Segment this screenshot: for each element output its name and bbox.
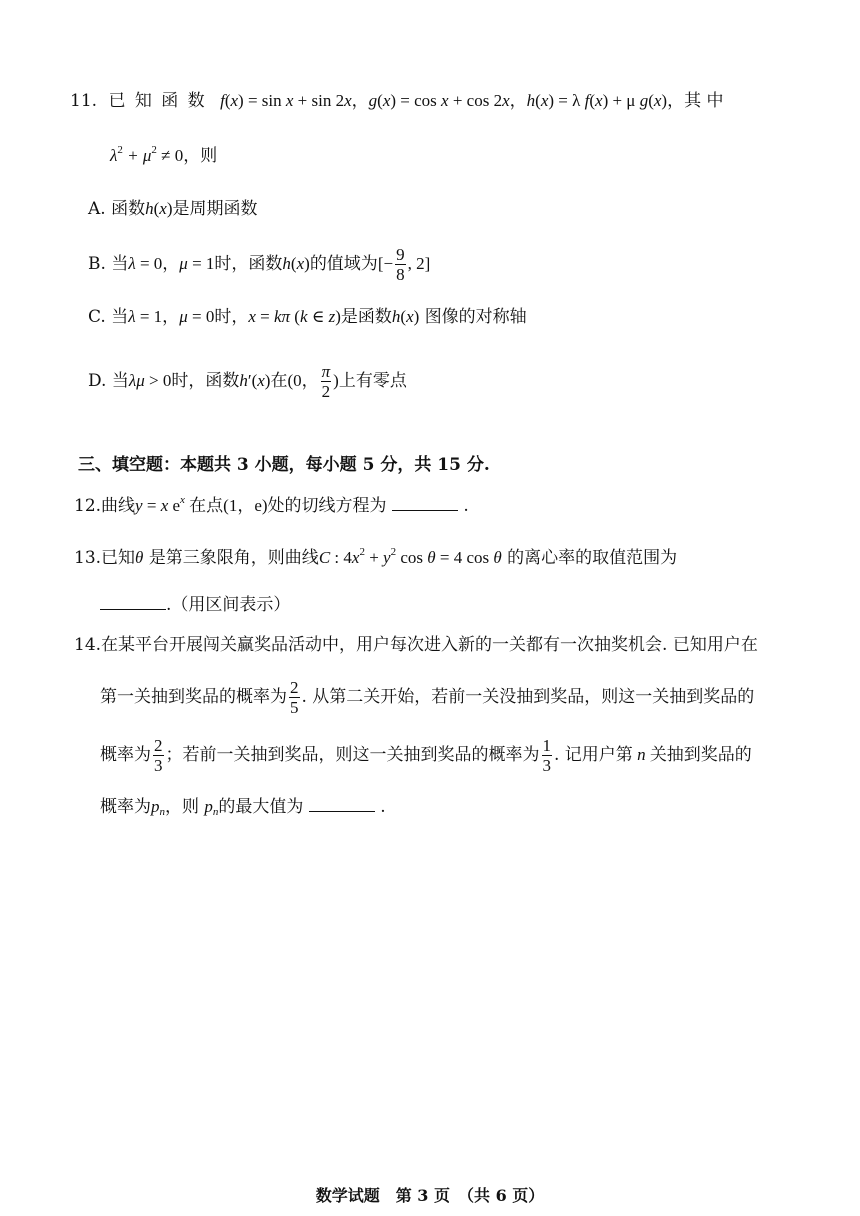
q11-option-b: B. 当λ = 0，μ = 1时，函数h(x)的值域为[− $\frac{9}{8}$ , 2]	[88, 245, 431, 284]
q14-line4b: ，则	[165, 797, 199, 817]
option-b-text1: 当	[111, 254, 129, 274]
option-c-text1: 当	[111, 307, 129, 327]
option-a-label: A.	[88, 199, 106, 219]
q14-line4a: 概率为	[100, 797, 151, 817]
q11-number: 11.	[70, 91, 98, 111]
q11-condition: $\lambda^2 + \mu^2$	[110, 144, 157, 165]
q13-text3: 的离心率的取值范围为	[507, 548, 678, 568]
q13-line1: 13.已知θ 是第三象限角，则曲线C : $4x^2 + y^2$ cos θ = 4 cos θ 的离心率的取值范围为	[74, 546, 678, 568]
q14-line2a: 第一关抽到奖品的概率为	[100, 687, 287, 707]
q14-line1-text: 在某平台开展闯关赢奖品活动中，用户每次进入新的一关都有一次抽奖机会. 已知用户在	[101, 635, 758, 655]
option-d-text1: 当	[111, 371, 129, 391]
q13-line2	[100, 592, 290, 618]
option-d-text2: 时，函数	[171, 371, 240, 391]
option-d-text3: 在	[270, 371, 288, 391]
section3-heading	[78, 452, 490, 478]
option-a-text2: 是周期函数	[172, 199, 258, 219]
q14-line3: 概率为 $\frac{2}{3}$ ；若前一关抽到奖品，则这一关抽到奖品的概率为 $\frac{1}{3}$ . 记用户第 n 关抽到奖品的	[100, 736, 752, 775]
page-footer-text: 数学试题 第 3 页 （共 6 页）	[315, 1186, 545, 1205]
q11-option-c: C. 当λ = 1，μ = 0时，x = kπ (k ∈ z)是函数h(x) 图像的对称轴	[88, 307, 527, 327]
q14-line3b: ；若前一关抽到奖品，则这一关抽到奖品的概率为	[165, 745, 540, 765]
q11-f-def: f	[220, 91, 225, 110]
q14-line4c: 的最大值为	[218, 797, 304, 817]
q11-sep1: ，	[351, 91, 369, 111]
option-b-text3: 的值域为	[309, 254, 378, 274]
option-b-text2: 时，函数	[214, 254, 283, 274]
option-d-label: D.	[88, 371, 107, 391]
q14-answer-blank[interactable]	[309, 795, 375, 812]
q14-line3d: 关抽到奖品的	[649, 745, 752, 765]
q14-number: 14.	[74, 635, 102, 655]
q12-text1: 曲线	[101, 496, 136, 516]
option-d-text4: 上有零点	[338, 371, 407, 391]
q11-line2: $\lambda^2 + \mu^2 \ne 0$，则	[110, 144, 218, 166]
q11-h-def: h	[526, 91, 536, 110]
q11-sep2: ，	[509, 91, 527, 111]
q14-line2	[100, 678, 754, 717]
option-a-text1: 函数	[111, 199, 146, 219]
section3-heading-text: 三、填空题：本题共 3 小题，每小题 5 分，共 15 分.	[78, 455, 490, 475]
q12: 12.曲线y = x $e^x$ 在点(1，e)处的切线方程为 .	[74, 494, 469, 516]
option-c-text3: 是函数	[340, 307, 392, 327]
q12-number: 12.	[74, 496, 102, 516]
option-c-label: C.	[88, 307, 106, 327]
q11-sep3: ，其 中	[667, 91, 724, 111]
page-footer	[0, 1183, 860, 1206]
q12-text3: 处的切线方程为	[267, 496, 387, 516]
fraction-pi-2: $\frac{\pi}{2}$	[321, 362, 331, 401]
q14-line4: 概率为$p_n$，则 $p_n$的最大值为 .	[100, 797, 386, 818]
q13-text1: 已知	[101, 548, 136, 568]
q12-text2: 在点	[189, 496, 224, 516]
q13-answer-blank[interactable]	[100, 593, 166, 610]
q14-line3a: 概率为	[100, 745, 151, 765]
q13-tail: .（用区间表示）	[166, 595, 291, 615]
q11-g-def: g	[368, 91, 378, 110]
q14-line1	[74, 632, 758, 658]
option-c-text2: 时，	[214, 307, 249, 327]
fraction-1-3: $\frac{1}{3}$	[542, 736, 551, 775]
q14-line3c: . 记用户第	[554, 745, 633, 765]
q11-option-a: A. 函数h(x)是周期函数	[88, 199, 258, 219]
q11-intro: 已 知 函 数	[108, 91, 207, 111]
q11-option-d: D. 当λμ > 0时，函数h′(x)在(0， $\frac{\pi}{2}$ )上有零点	[88, 362, 407, 401]
q11-cond-tail: ，则	[183, 146, 218, 166]
q12-answer-blank[interactable]	[392, 494, 458, 511]
fraction-2-5: $\frac{2}{5}$	[290, 678, 299, 717]
q11-line1: 11. 已 知 函 数 f(x) = sin x + sin 2x，g(x) = cos x + cos 2x，h(x) = λ f(x) + μ g(x)，其 中	[70, 91, 724, 111]
q14-end: .	[380, 797, 386, 817]
option-c-text4: 图像的对称轴	[424, 307, 527, 327]
fraction-9-8: $\frac{9}{8}$	[396, 245, 405, 284]
q12-end: .	[463, 496, 469, 516]
q13-text2: 是第三象限角，则曲线	[148, 548, 319, 568]
option-b-label: B.	[88, 254, 106, 274]
q13-number: 13.	[74, 548, 102, 568]
fraction-2-3: $\frac{2}{3}$	[154, 736, 163, 775]
q14-line2b: . 从第二关开始，若前一关没抽到奖品，则这一关抽到奖品的	[301, 687, 755, 707]
